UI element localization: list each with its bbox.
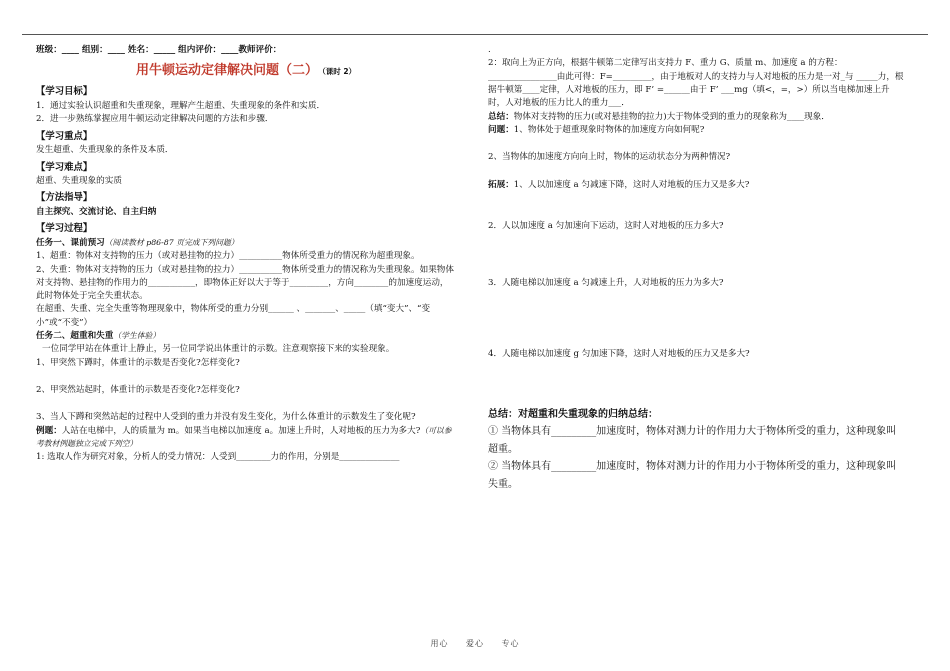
continuation-dot: . xyxy=(488,45,491,55)
answer-space xyxy=(488,192,906,220)
answer-space xyxy=(488,165,906,179)
extension-line xyxy=(488,179,906,192)
answer-space xyxy=(36,370,456,384)
experiment-intro: 一位同学甲站在体重计上静止，另一位同学说出体重计的示数。注意观察接下来的实验现象。 xyxy=(42,344,395,355)
final-summary-heading: 总结：对超重和失重现象的归纳总结： xyxy=(488,408,658,420)
step-2: 2：取向上为正方向，根据牛顿第二定律写出支持力 F、重力 G、质量 m、加速度 a 的方程：________________由此可得：F=_________，由于地板对人的支持力与人对地板的压力是一对_与 _____力，根据牛顿第____定律，人对地板的压力，即 F’ =______由于 F’ ___mg（填<，=，>）所以当电梯加速上升时，人对地板的压力比人的重力___． xyxy=(488,58,904,109)
extension-1: 1、人以加速度 a 匀减速下降，这时人对地板的压力又是多大? xyxy=(513,179,750,190)
summary-text: 物体对支持物的压力(或对悬挂物的拉力)大于物体受到的重力的现象称为____现象． xyxy=(513,111,830,122)
goals-heading: 【学习目标】 xyxy=(36,86,93,98)
extension-2: 2．人以加速度 a 匀加速向下运动，这时人对地板的压力多大? xyxy=(488,220,724,231)
question-weightless: 2、失重：物体对支持物的压力（或对悬挂物的拉力）__________物体所受重力的情况称为失重现象。如果物体对支持物、悬挂物的作用力的___________，即物体正好以大于等于_________，方向________的加速度运动，此时物体处于完全失重状态。 xyxy=(36,264,454,302)
goal-1: 1．通过实验认识超重和失重现象，理解产生超重、失重现象的条件和实质． xyxy=(36,101,326,112)
experiment-q2: 2、甲突然站起时，体重计的示数是否变化?怎样变化? xyxy=(36,385,240,396)
difficulty-heading: 【学习难点】 xyxy=(36,161,93,173)
task2-note: （学生体验） xyxy=(113,331,161,341)
top-rule xyxy=(22,34,928,35)
example-note: （可以参考教材例题独立完成下列空） xyxy=(36,425,452,448)
final-summary xyxy=(488,406,906,494)
method-heading: 【方法指导】 xyxy=(36,192,93,204)
final-summary-2: ② 当物体具有_________加速度时，物体对测力计的作用力小于物体所受的重力，这种现象叫失重。 xyxy=(488,461,897,490)
class-info-line: 班级：____ 组别：____ 姓名：_____ 组内评价：____教师评价： xyxy=(36,45,282,55)
example-text: 人站在电梯中，人的质量为 m。如果当电梯以加速度 a。加速上升时，人对地板的压力为多大? xyxy=(61,425,421,436)
process-heading: 【学习过程】 xyxy=(36,223,93,235)
extension-label: 拓展： xyxy=(488,179,514,190)
task1-title: 任务一、课前预习 xyxy=(36,237,105,248)
goal-2: 2．进一步熟练掌握应用牛顿运动定律解决问题的方法和步骤． xyxy=(36,114,274,125)
question-text: 1、物体处于超重现象时物体的加速度方向如何呢? xyxy=(513,124,705,135)
question-overweight: 1、超重：物体对支持物的压力（或对悬挂物的拉力）__________物体所受重力的情况称为超重现象。 xyxy=(36,251,420,262)
right-column xyxy=(488,44,906,493)
task1-line xyxy=(36,237,456,250)
example-label: 例题： xyxy=(36,425,62,436)
question-gravity: 在超重、失重、完全失重等物理现象中，物体所受的重力分别______ 、_______、_____（填“变大”、“变小”或“不变”） xyxy=(36,304,431,328)
extension-3: 3．人随电梯以加速度 a 匀减速上升，人对地板的压力为多大? xyxy=(488,278,724,289)
question-label: 问题： xyxy=(488,124,514,135)
question-2: 2、当物体的加速度方向向上时，物体的运动状态分为两种情况? xyxy=(488,152,731,163)
summary-line xyxy=(488,111,906,124)
final-summary-1: ① 当物体具有_________加速度时，物体对测力计的作用力大于物体所受的重力，这种现象叫超重。 xyxy=(488,426,897,455)
task2-line xyxy=(36,330,456,343)
extension-4: 4．人随电梯以加速度 g 匀加速下降，这时人对地板的压力又是多大? xyxy=(488,349,750,360)
question-line xyxy=(488,124,906,137)
page-footer: 用心 爱心 专心 xyxy=(430,639,520,648)
difficulty-text: 超重、失重现象的实质 xyxy=(36,176,122,187)
title-text: 用牛顿运动定律解决问题（二） xyxy=(135,63,318,79)
answer-space xyxy=(488,290,906,334)
summary-label: 总结： xyxy=(488,111,514,122)
answer-space xyxy=(488,362,906,406)
answer-space xyxy=(36,397,456,411)
answer-space xyxy=(488,334,906,348)
answer-space xyxy=(488,137,906,151)
answer-space xyxy=(488,233,906,277)
experiment-q1: 1、甲突然下蹲时，体重计的示数是否变化?怎样变化? xyxy=(36,357,240,368)
page-title xyxy=(36,61,456,81)
task2-title: 任务二、超重和失重 xyxy=(36,331,114,342)
key-heading: 【学习重点】 xyxy=(36,130,93,142)
left-column xyxy=(36,44,456,465)
lesson-note: （课时 2） xyxy=(321,67,357,77)
task1-note: （阅读教材 p86-87 页完成下列问题） xyxy=(104,237,239,247)
step-1: 1: 选取人作为研究对象，分析人的受力情况：人受到________力的作用，分别是______________ xyxy=(36,452,400,463)
method-text: 自主探究、交流讨论、自主归纳 xyxy=(36,207,157,218)
key-text: 发生超重、失重现象的条件及本质． xyxy=(36,145,174,156)
experiment-q3: 3、当人下蹲和突然站起的过程中人受到的重力并没有发生变化，为什么体重计的示数发生了变化呢? xyxy=(36,412,416,423)
example-block xyxy=(36,425,456,452)
